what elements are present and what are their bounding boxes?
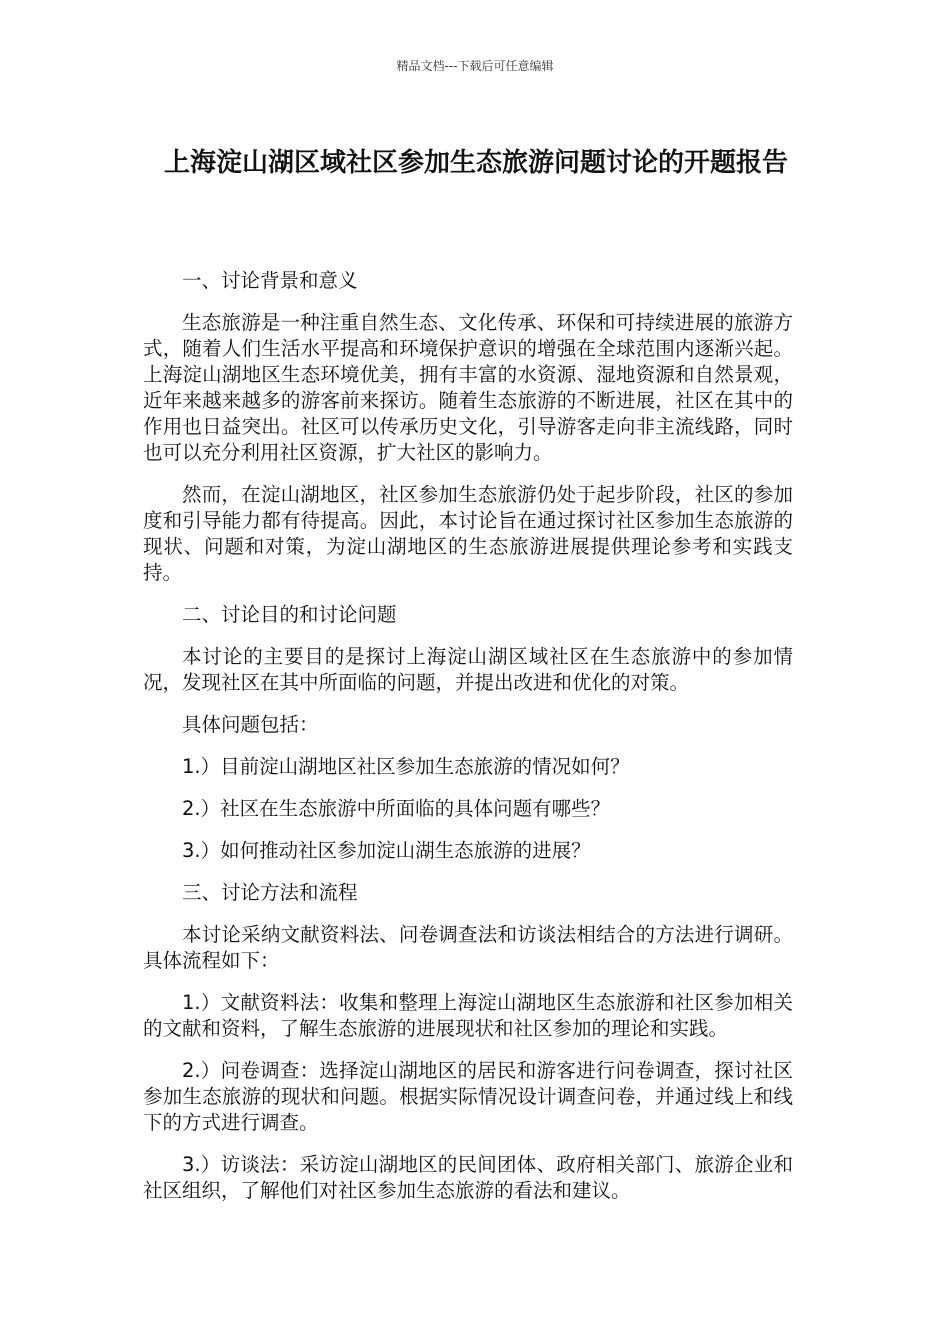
paragraph-background-1: 生态旅游是一种注重自然生态、文化传承、环保和可持续进展的旅游方式，随着人们生活水平提高和环境保护意识的增强在全球范围内逐渐兴起。上海淀山湖地区生态环境优美，拥有丰富的水资源、湿地资源和自然景观，近年来越来越多的游客前来探访。随着生态旅游的不断进展，社区在其中的作用也日益突出。社区可以传承历史文化，引导游客走向非主流线路，同时也可以充分利用社区资源，扩大社区的影响力。 <box>143 311 793 464</box>
section-heading-objectives: 二、讨论目的和讨论问题 <box>182 603 397 626</box>
method-item-1: 1.）文献资料法：收集和整理上海淀山湖地区生态旅游和社区参加相关的文献和资料，了解生态旅游的进展现状和社区参加的理论和实践。 <box>143 991 793 1040</box>
section-heading-background: 一、讨论背景和意义 <box>182 269 358 292</box>
method-item-3: 3.）访谈法：采访淀山湖地区的民间团体、政府相关部门、旅游企业和社区组织，了解他们对社区参加生态旅游的看法和建议。 <box>143 1153 793 1202</box>
question-item-2: 2.）社区在生态旅游中所面临的具体问题有哪些？ <box>182 797 611 820</box>
paragraph-methods-intro: 本讨论采纳文献资料法、问卷调查法和访谈法相结合的方法进行调研。具体流程如下： <box>143 923 793 972</box>
section-heading-methods: 三、讨论方法和流程 <box>182 881 358 904</box>
question-item-3: 3.）如何推动社区参加淀山湖生态旅游的进展？ <box>182 839 591 862</box>
document-title: 上海淀山湖区域社区参加生态旅游问题讨论的开题报告 <box>163 148 788 178</box>
method-item-2: 2.）问卷调查：选择淀山湖地区的居民和游客进行问卷调查，探讨社区参加生态旅游的现状和问题。根据实际情况设计调查问卷，并通过线上和线下的方式进行调查。 <box>143 1059 793 1134</box>
paragraph-questions-intro: 具体问题包括： <box>182 713 319 736</box>
paragraph-background-2: 然而，在淀山湖地区，社区参加生态旅游仍处于起步阶段，社区的参加度和引导能力都有待提高。因此，本讨论旨在通过探讨社区参加生态旅游的现状、问题和对策，为淀山湖地区的生态旅游进展提供理论参考和实践支持。 <box>143 483 793 584</box>
page-header-note: 精品文档---下载后可任意编辑 <box>396 59 554 73</box>
paragraph-objectives: 本讨论的主要目的是探讨上海淀山湖区域社区在生态旅游中的参加情况，发现社区在其中所面临的问题，并提出改进和优化的对策。 <box>143 645 793 694</box>
document-body <box>143 268 793 1220</box>
question-item-1: 1.）目前淀山湖地区社区参加生态旅游的情况如何？ <box>182 755 630 778</box>
